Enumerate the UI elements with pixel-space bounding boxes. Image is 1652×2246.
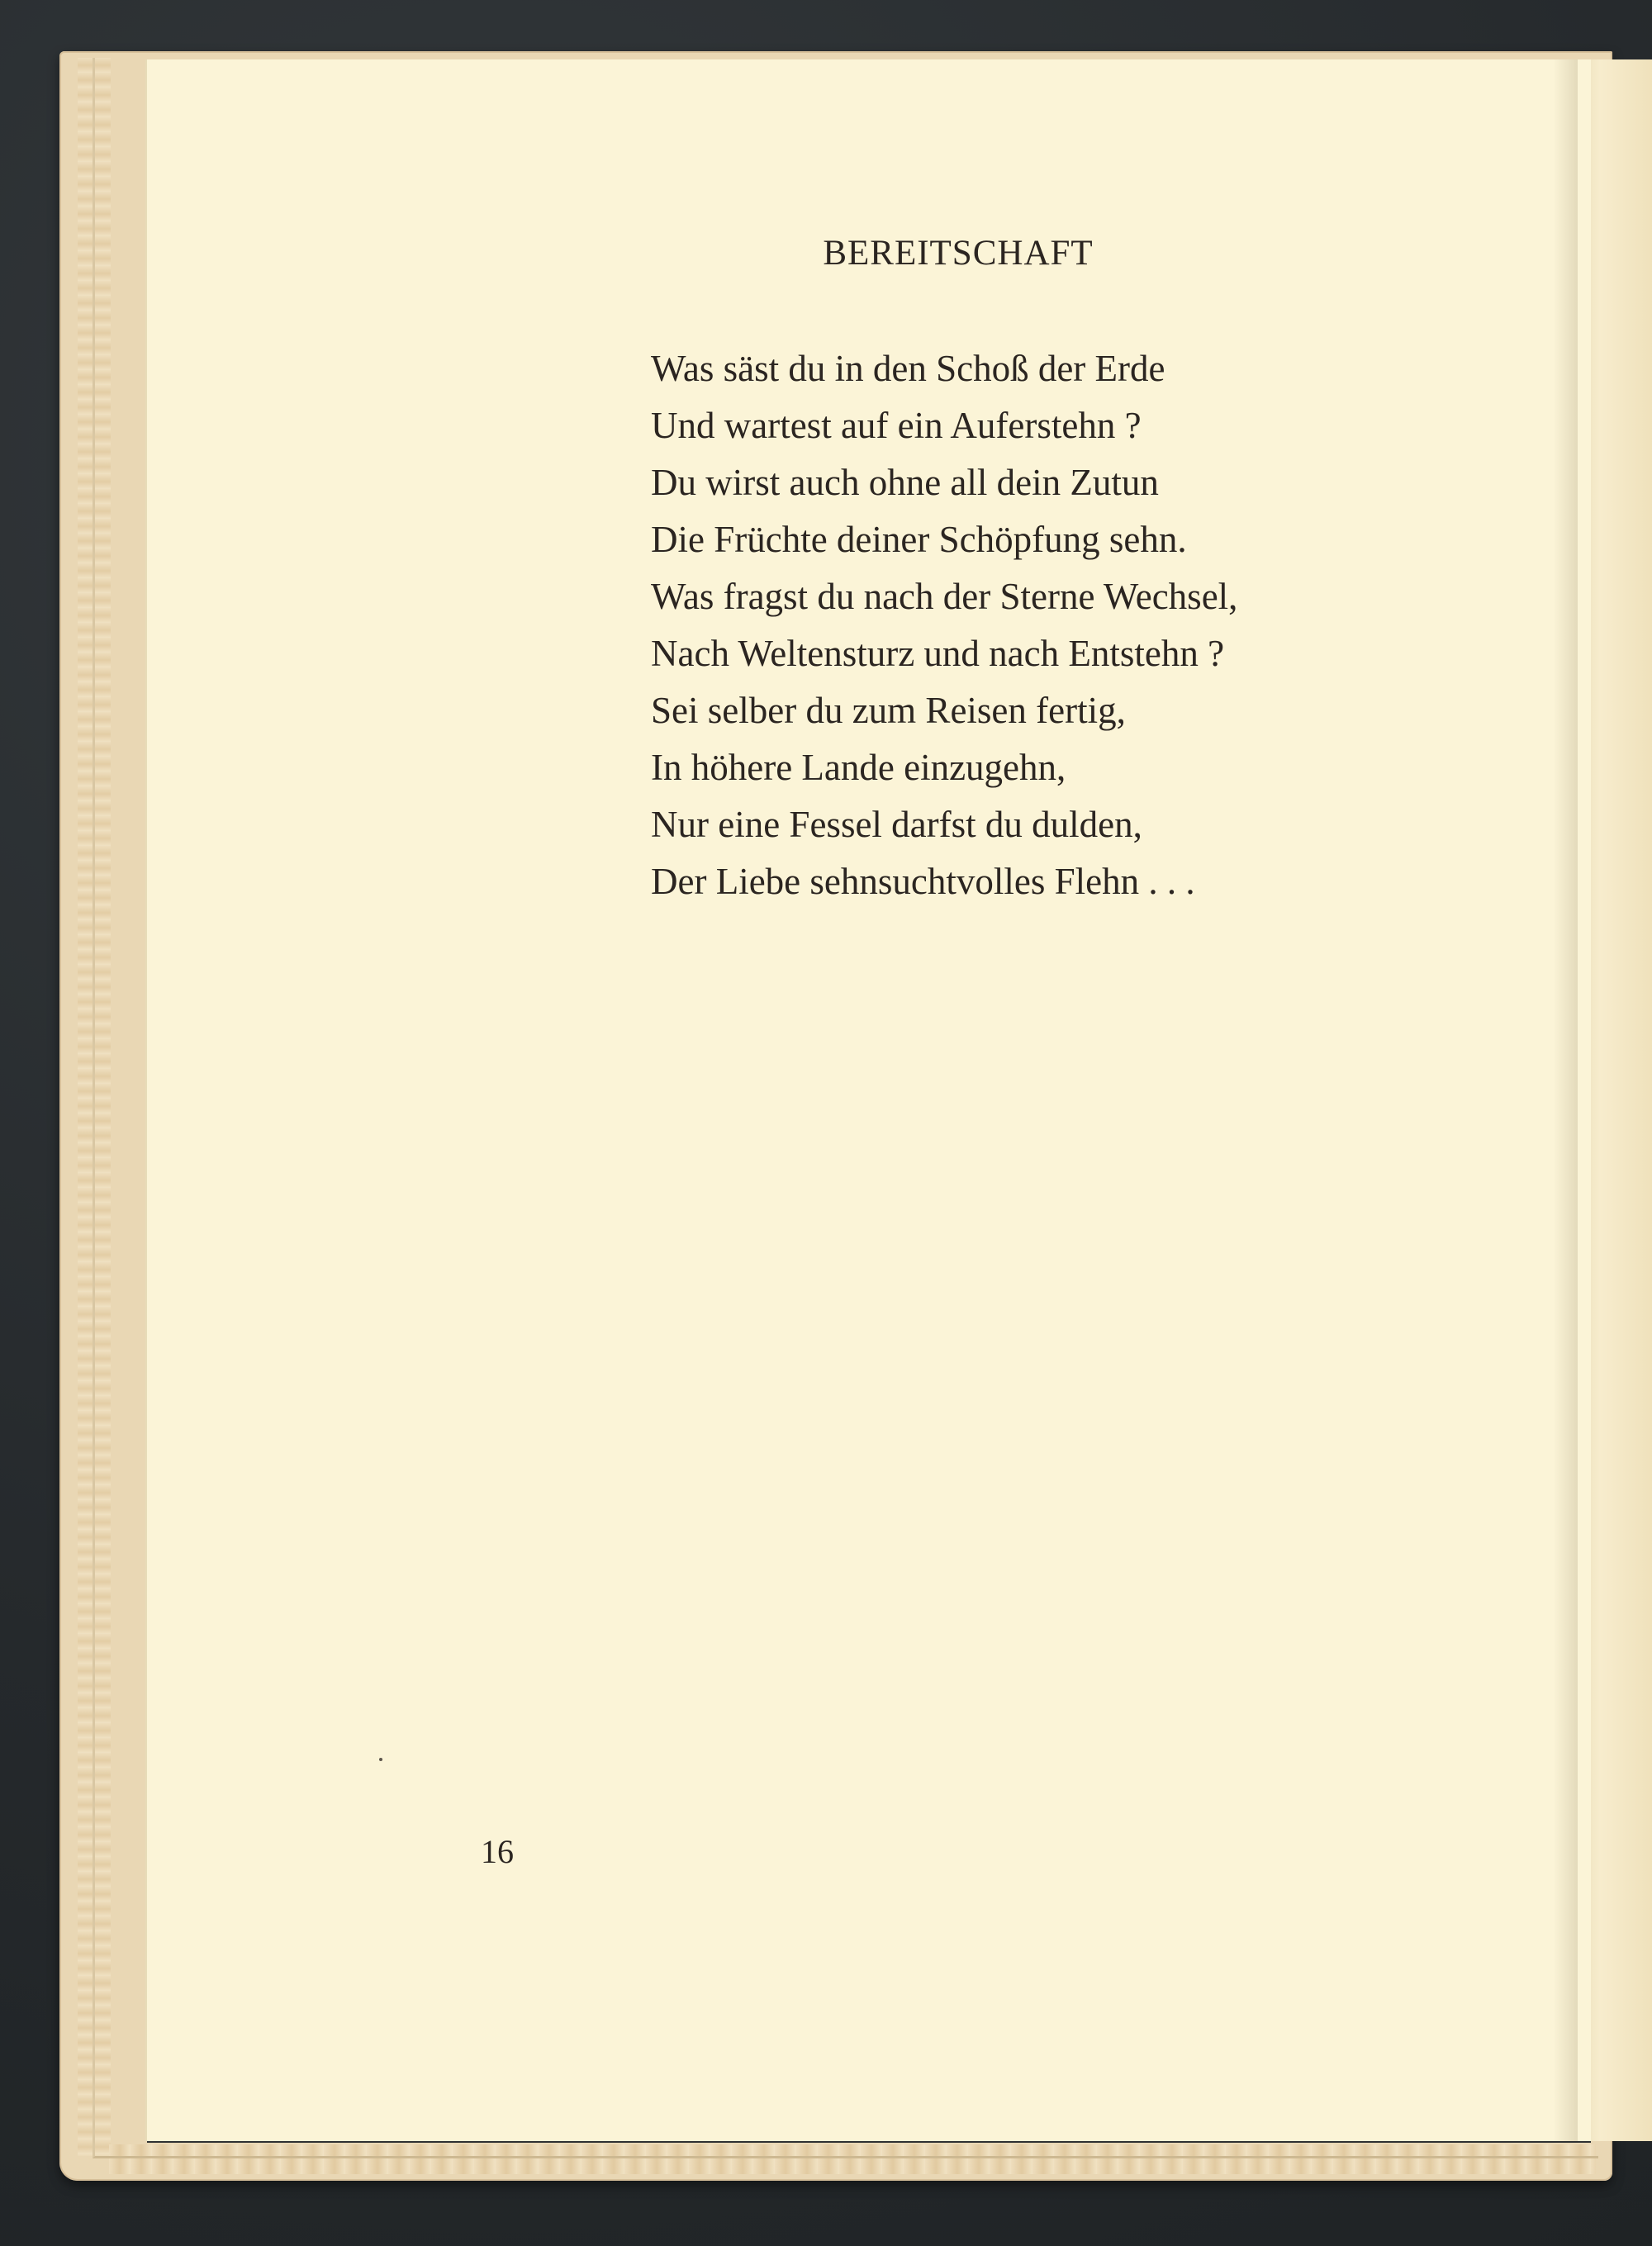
poem-body bbox=[651, 340, 1237, 910]
paper-speck bbox=[379, 1758, 382, 1761]
page-number: 16 bbox=[481, 1833, 514, 1870]
poem-line: Und wartest auf ein Auferstehn ? bbox=[651, 405, 1142, 446]
poem-line: Sei selber du zum Reisen fertig, bbox=[651, 690, 1126, 731]
poem-line: Der Liebe sehnsuchtvolles Flehn . . . bbox=[651, 861, 1195, 902]
poem-line: Was säst du in den Schoß der Erde bbox=[651, 348, 1165, 389]
poem-title: BEREITSCHAFT bbox=[823, 234, 1094, 273]
gutter-shadow bbox=[1553, 59, 1578, 2141]
poem-line: Du wirst auch ohne all dein Zutun bbox=[651, 462, 1159, 503]
poem-line: In höhere Lande einzugehn, bbox=[651, 747, 1066, 788]
poem-line: Die Früchte deiner Schöpfung sehn. bbox=[651, 519, 1187, 560]
poem-line: Was fragst du nach der Sterne Wechsel, bbox=[651, 576, 1238, 617]
poem-line: Nur eine Fessel darfst du dulden, bbox=[651, 804, 1142, 845]
poem-line: Nach Weltensturz und nach Entstehn ? bbox=[651, 633, 1225, 674]
